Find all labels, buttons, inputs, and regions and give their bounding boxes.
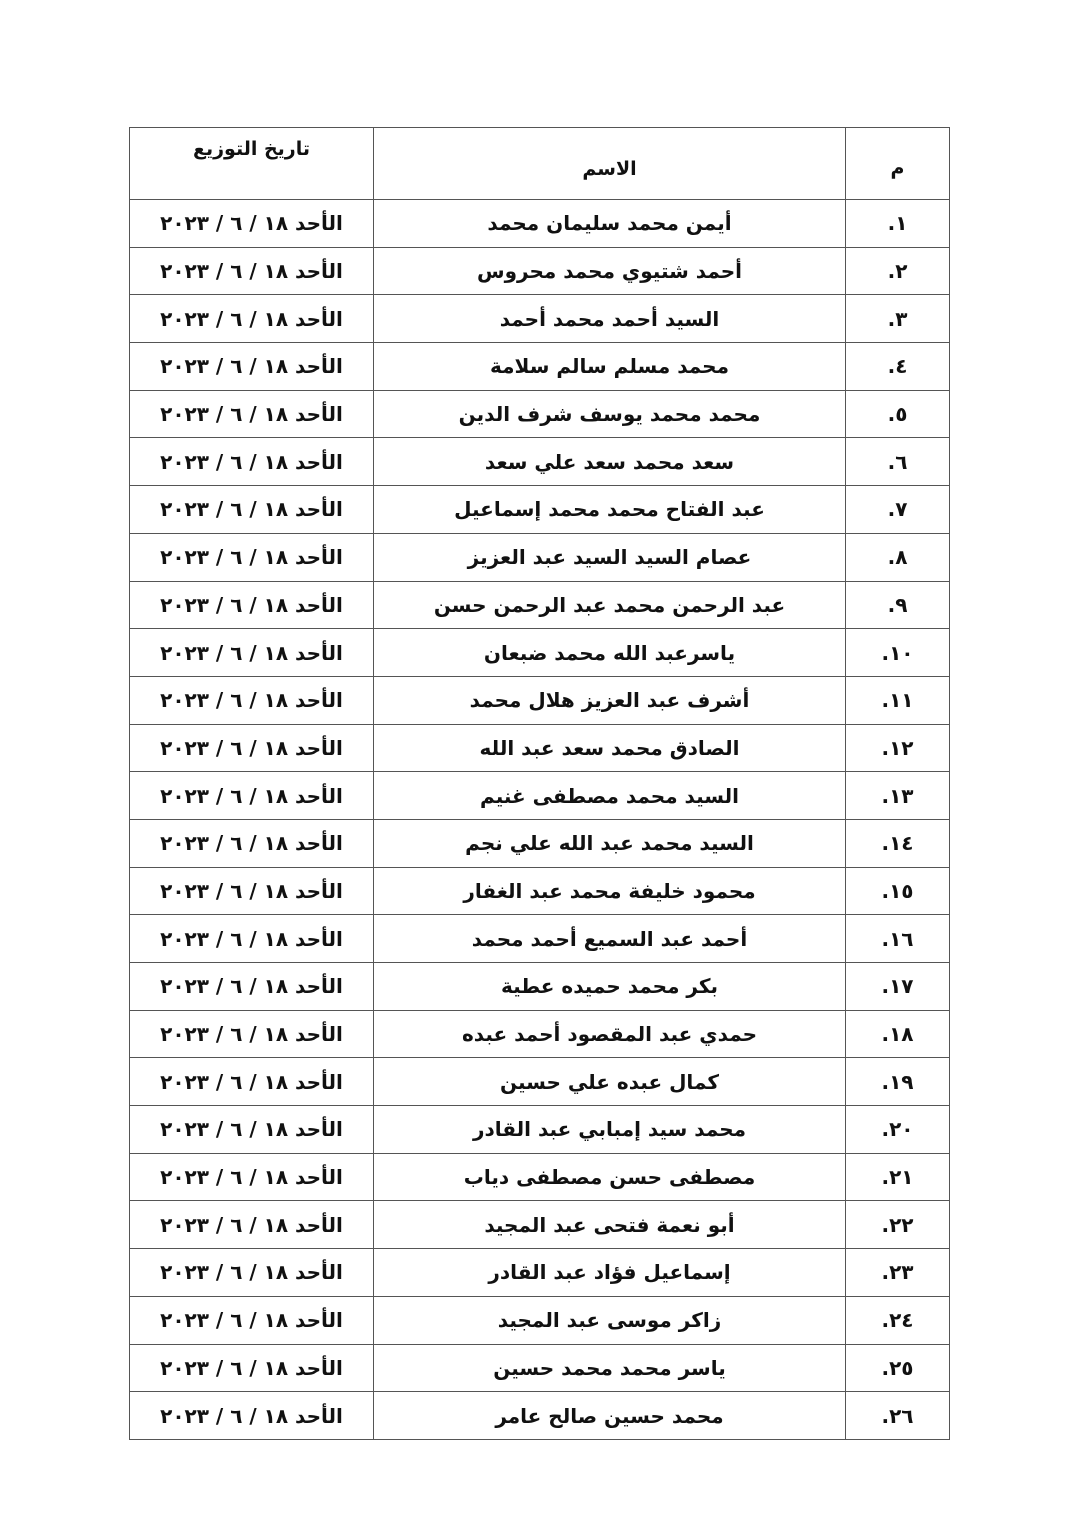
row-date: الأحد ١٨ / ٦ / ٢٠٢٣ xyxy=(130,343,374,391)
row-number: ١٩. xyxy=(846,1058,950,1106)
row-number: ١٨. xyxy=(846,1010,950,1058)
row-name: سعد محمد سعد علي سعد xyxy=(374,438,846,486)
row-date: الأحد ١٨ / ٦ / ٢٠٢٣ xyxy=(130,200,374,248)
table-row xyxy=(130,819,950,867)
table-row xyxy=(130,1392,950,1440)
row-date: الأحد ١٨ / ٦ / ٢٠٢٣ xyxy=(130,1058,374,1106)
table-row xyxy=(130,581,950,629)
row-name: الصادق محمد سعد عبد الله xyxy=(374,724,846,772)
table-row xyxy=(130,1010,950,1058)
row-name: حمدي عبد المقصود أحمد عبده xyxy=(374,1010,846,1058)
row-name: كمال عبده علي حسين xyxy=(374,1058,846,1106)
row-date: الأحد ١٨ / ٦ / ٢٠٢٣ xyxy=(130,533,374,581)
table-row xyxy=(130,1106,950,1154)
table-row xyxy=(130,772,950,820)
row-number: ٨. xyxy=(846,533,950,581)
row-name: عبد الرحمن محمد عبد الرحمن حسن xyxy=(374,581,846,629)
row-name: عبد الفتاح محمد محمد إسماعيل xyxy=(374,486,846,534)
row-number: ١٠. xyxy=(846,629,950,677)
distribution-table xyxy=(129,127,950,1440)
row-number: ١٧. xyxy=(846,963,950,1011)
table-row xyxy=(130,486,950,534)
row-date: الأحد ١٨ / ٦ / ٢٠٢٣ xyxy=(130,1106,374,1154)
table-row xyxy=(130,867,950,915)
row-name: السيد محمد مصطفى غنيم xyxy=(374,772,846,820)
table-row xyxy=(130,295,950,343)
table-row xyxy=(130,390,950,438)
row-date: الأحد ١٨ / ٦ / ٢٠٢٣ xyxy=(130,295,374,343)
row-date: الأحد ١٨ / ٦ / ٢٠٢٣ xyxy=(130,724,374,772)
row-name: زاكر موسى عبد المجيد xyxy=(374,1296,846,1344)
row-date: الأحد ١٨ / ٦ / ٢٠٢٣ xyxy=(130,1392,374,1440)
row-number: ٩. xyxy=(846,581,950,629)
row-date: الأحد ١٨ / ٦ / ٢٠٢٣ xyxy=(130,676,374,724)
table-row xyxy=(130,1296,950,1344)
row-name: السيد أحمد محمد أحمد xyxy=(374,295,846,343)
row-date: الأحد ١٨ / ٦ / ٢٠٢٣ xyxy=(130,915,374,963)
row-number: ٣. xyxy=(846,295,950,343)
row-number: ٢٤. xyxy=(846,1296,950,1344)
row-name: عصام السيد السيد عبد العزيز xyxy=(374,533,846,581)
row-number: ٢٥. xyxy=(846,1344,950,1392)
row-date: الأحد ١٨ / ٦ / ٢٠٢٣ xyxy=(130,1344,374,1392)
row-number: ٧. xyxy=(846,486,950,534)
row-number: ١. xyxy=(846,200,950,248)
row-date: الأحد ١٨ / ٦ / ٢٠٢٣ xyxy=(130,581,374,629)
table-row xyxy=(130,533,950,581)
row-name: أبو نعمة فتحى عبد المجيد xyxy=(374,1201,846,1249)
row-date: الأحد ١٨ / ٦ / ٢٠٢٣ xyxy=(130,819,374,867)
table-row xyxy=(130,629,950,677)
row-number: ٢٠. xyxy=(846,1106,950,1154)
header-name: الاسم xyxy=(374,128,846,200)
row-name: أشرف عبد العزيز هلال محمد xyxy=(374,676,846,724)
table-row xyxy=(130,1344,950,1392)
row-name: السيد محمد عبد الله علي نجم xyxy=(374,819,846,867)
row-date: الأحد ١٨ / ٦ / ٢٠٢٣ xyxy=(130,390,374,438)
row-date: الأحد ١٨ / ٦ / ٢٠٢٣ xyxy=(130,629,374,677)
header-distribution-date: تاريخ التوزيع xyxy=(130,128,374,200)
row-name: محمد محمد يوسف شرف الدين xyxy=(374,390,846,438)
table-row xyxy=(130,1153,950,1201)
table-row xyxy=(130,1201,950,1249)
table-row xyxy=(130,963,950,1011)
row-date: الأحد ١٨ / ٦ / ٢٠٢٣ xyxy=(130,1201,374,1249)
table-row xyxy=(130,343,950,391)
row-name: بكر محمد حميده عطية xyxy=(374,963,846,1011)
row-number: ٦. xyxy=(846,438,950,486)
row-date: الأحد ١٨ / ٦ / ٢٠٢٣ xyxy=(130,438,374,486)
table-row xyxy=(130,438,950,486)
row-name: محمد حسين صالح عامر xyxy=(374,1392,846,1440)
row-name: محمد سيد إمبابي عبد القادر xyxy=(374,1106,846,1154)
row-name: ياسرعبد الله محمد ضبعان xyxy=(374,629,846,677)
row-number: ٢٣. xyxy=(846,1249,950,1297)
row-date: الأحد ١٨ / ٦ / ٢٠٢٣ xyxy=(130,1010,374,1058)
row-date: الأحد ١٨ / ٦ / ٢٠٢٣ xyxy=(130,963,374,1011)
row-date: الأحد ١٨ / ٦ / ٢٠٢٣ xyxy=(130,1249,374,1297)
row-name: مصطفى حسن مصطفى دياب xyxy=(374,1153,846,1201)
table-row xyxy=(130,676,950,724)
table-row xyxy=(130,200,950,248)
row-name: أيمن محمد سليمان محمد xyxy=(374,200,846,248)
table-row xyxy=(130,1249,950,1297)
row-date: الأحد ١٨ / ٦ / ٢٠٢٣ xyxy=(130,1296,374,1344)
row-number: ١٤. xyxy=(846,819,950,867)
row-number: ١٢. xyxy=(846,724,950,772)
table-row xyxy=(130,247,950,295)
row-date: الأحد ١٨ / ٦ / ٢٠٢٣ xyxy=(130,1153,374,1201)
row-number: ٢٢. xyxy=(846,1201,950,1249)
row-name: إسماعيل فؤاد عبد القادر xyxy=(374,1249,846,1297)
row-number: ٢١. xyxy=(846,1153,950,1201)
row-date: الأحد ١٨ / ٦ / ٢٠٢٣ xyxy=(130,867,374,915)
row-date: الأحد ١٨ / ٦ / ٢٠٢٣ xyxy=(130,772,374,820)
row-name: أحمد شتيوي محمد محروس xyxy=(374,247,846,295)
row-number: ١٦. xyxy=(846,915,950,963)
header-number: م xyxy=(846,128,950,200)
table-row xyxy=(130,915,950,963)
row-number: ١٣. xyxy=(846,772,950,820)
table-row xyxy=(130,724,950,772)
row-number: ١١. xyxy=(846,676,950,724)
row-date: الأحد ١٨ / ٦ / ٢٠٢٣ xyxy=(130,247,374,295)
table-body xyxy=(130,200,950,1440)
row-number: ٥. xyxy=(846,390,950,438)
row-date: الأحد ١٨ / ٦ / ٢٠٢٣ xyxy=(130,486,374,534)
distribution-sheet xyxy=(130,127,950,1440)
row-name: محمد مسلم سالم سلامة xyxy=(374,343,846,391)
row-name: أحمد عبد السميع أحمد محمد xyxy=(374,915,846,963)
table-row xyxy=(130,1058,950,1106)
row-name: محمود خليفة محمد عبد الغفار xyxy=(374,867,846,915)
row-number: ٤. xyxy=(846,343,950,391)
row-number: ٢٦. xyxy=(846,1392,950,1440)
row-name: ياسر محمد محمد حسين xyxy=(374,1344,846,1392)
table-header-row xyxy=(130,128,950,200)
row-number: ٢. xyxy=(846,247,950,295)
row-number: ١٥. xyxy=(846,867,950,915)
